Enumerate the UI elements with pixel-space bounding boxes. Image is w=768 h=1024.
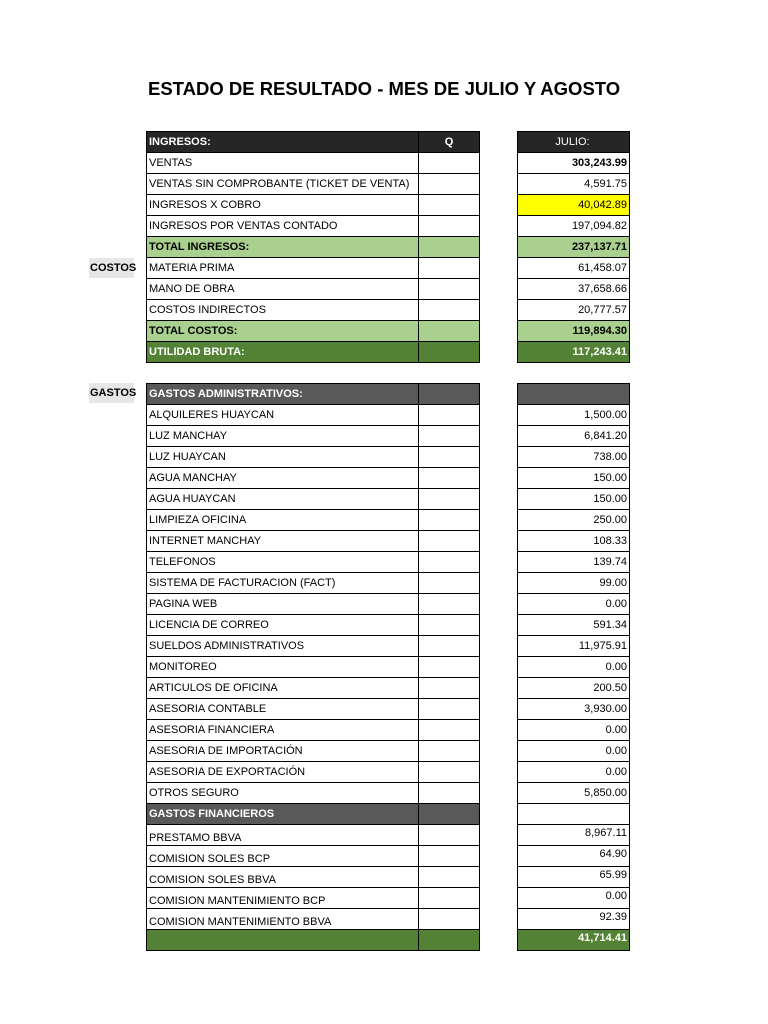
row-label: MATERIA PRIMA [146, 257, 419, 279]
row-value: 117,243.41 [517, 341, 630, 363]
table-row [146, 300, 630, 321]
row-value: 0.00 [517, 887, 630, 909]
q-cell[interactable] [418, 635, 480, 657]
q-cell[interactable] [418, 299, 480, 321]
row-label: COMISION MANTENIMIENTO BCP [146, 887, 419, 909]
q-cell[interactable] [418, 908, 480, 930]
total-costos-row [146, 321, 630, 342]
q-cell[interactable] [418, 467, 480, 489]
q-cell[interactable] [418, 551, 480, 573]
table-row [146, 657, 630, 678]
row-value: 119,894.30 [517, 320, 630, 342]
q-cell[interactable] [418, 215, 480, 237]
row-value: 92.39 [517, 908, 630, 930]
row-value: 150.00 [517, 467, 630, 489]
row-label: INGRESOS POR VENTAS CONTADO [146, 215, 419, 237]
side-label-costos: COSTOS [89, 258, 134, 278]
row-value: 0.00 [517, 761, 630, 783]
table-row [146, 909, 630, 930]
row-value: 250.00 [517, 509, 630, 531]
q-cell[interactable] [418, 761, 480, 783]
row-label: SUELDOS ADMINISTRATIVOS [146, 635, 419, 657]
row-value: 11,975.91 [517, 635, 630, 657]
row-label: LICENCIA DE CORREO [146, 614, 419, 636]
table-row [146, 405, 630, 426]
q-cell[interactable] [418, 866, 480, 888]
row-value: 200.50 [517, 677, 630, 699]
row-value: 0.00 [517, 593, 630, 615]
table-row [146, 741, 630, 762]
row-value: 591.34 [517, 614, 630, 636]
q-cell[interactable] [418, 656, 480, 678]
row-value: 6,841.20 [517, 425, 630, 447]
row-label: SISTEMA DE FACTURACION (FACT) [146, 572, 419, 594]
q-cell[interactable] [418, 320, 480, 342]
row-label: COSTOS INDIRECTOS [146, 299, 419, 321]
row-label: AGUA MANCHAY [146, 467, 419, 489]
q-cell[interactable] [418, 845, 480, 867]
table-row [146, 636, 630, 657]
row-value: 0.00 [517, 719, 630, 741]
q-cell [418, 383, 480, 405]
row-value: 37,658.66 [517, 278, 630, 300]
table-row [146, 678, 630, 699]
total-ingresos-row [146, 237, 630, 258]
row-value: 0.00 [517, 740, 630, 762]
table-row [146, 720, 630, 741]
row-value: 3,930.00 [517, 698, 630, 720]
row-value: 64.90 [517, 845, 630, 867]
q-cell[interactable] [418, 929, 480, 951]
table-row [146, 279, 630, 300]
q-cell[interactable] [418, 404, 480, 426]
q-cell[interactable] [418, 530, 480, 552]
q-cell[interactable] [418, 425, 480, 447]
q-cell[interactable] [418, 509, 480, 531]
row-value: 738.00 [517, 446, 630, 468]
gastos-admin-header-row [146, 384, 630, 405]
table-row [146, 867, 630, 888]
row-value: 150.00 [517, 488, 630, 510]
row-label: COMISION SOLES BCP [146, 845, 419, 867]
month-column-header: JULIO: [517, 131, 630, 153]
table-row [146, 825, 630, 846]
table-row [146, 258, 630, 279]
q-column-header: Q [418, 131, 480, 153]
table-row [146, 531, 630, 552]
row-label: VENTAS [146, 152, 419, 174]
table-row [146, 510, 630, 531]
row-label: TOTAL COSTOS: [146, 320, 419, 342]
table-row [146, 489, 630, 510]
table-row [146, 153, 630, 174]
row-label: TOTAL INGRESOS: [146, 236, 419, 258]
utilidad-bruta-row [146, 342, 630, 363]
q-cell[interactable] [418, 278, 480, 300]
row-value: 5,850.00 [517, 782, 630, 804]
section-header: GASTOS FINANCIEROS [146, 803, 419, 825]
row-value-highlighted: 40,042.89 [517, 194, 630, 216]
table-row [146, 174, 630, 195]
row-label: ALQUILERES HUAYCAN [146, 404, 419, 426]
q-cell[interactable] [418, 194, 480, 216]
row-label: OTROS SEGURO [146, 782, 419, 804]
row-label: ASESORIA FINANCIERA [146, 719, 419, 741]
table-row [146, 447, 630, 468]
q-cell[interactable] [418, 677, 480, 699]
table-row [146, 468, 630, 489]
table-row [146, 846, 630, 867]
section-value-empty [517, 803, 630, 825]
row-label: LUZ HUAYCAN [146, 446, 419, 468]
row-label: TELEFONOS [146, 551, 419, 573]
row-label: COMISION MANTENIMIENTO BBVA [146, 908, 419, 930]
q-cell[interactable] [418, 572, 480, 594]
q-cell[interactable] [418, 698, 480, 720]
row-label: INGRESOS X COBRO [146, 194, 419, 216]
q-cell[interactable] [418, 341, 480, 363]
table-row [146, 783, 630, 804]
table-row [146, 594, 630, 615]
row-label: MANO DE OBRA [146, 278, 419, 300]
table-row [146, 195, 630, 216]
table-row [146, 615, 630, 636]
row-value: 1,500.00 [517, 404, 630, 426]
q-cell[interactable] [418, 740, 480, 762]
table-row [146, 216, 630, 237]
row-label: LUZ MANCHAY [146, 425, 419, 447]
row-value: 4,591.75 [517, 173, 630, 195]
q-cell[interactable] [418, 719, 480, 741]
row-label: ASESORIA DE IMPORTACIÓN [146, 740, 419, 762]
section-value-empty [517, 383, 630, 405]
q-cell[interactable] [418, 152, 480, 174]
section-header: GASTOS ADMINISTRATIVOS: [146, 383, 419, 405]
row-value: 197,094.82 [517, 215, 630, 237]
row-label: INTERNET MANCHAY [146, 530, 419, 552]
q-cell[interactable] [418, 887, 480, 909]
q-cell[interactable] [418, 173, 480, 195]
row-label: LIMPIEZA OFICINA [146, 509, 419, 531]
page-title: ESTADO DE RESULTADO - MES DE JULIO Y AGOSTO [148, 78, 621, 99]
q-cell [418, 803, 480, 825]
q-cell[interactable] [418, 488, 480, 510]
gastos-fin-header-row [146, 804, 630, 825]
q-cell[interactable] [418, 614, 480, 636]
table-row [146, 888, 630, 909]
table-row [146, 426, 630, 447]
total-gastos-row [146, 930, 630, 951]
row-value: 61,458.07 [517, 257, 630, 279]
row-value: 8,967.11 [517, 824, 630, 846]
row-label-empty [146, 929, 419, 951]
row-label: MONITOREO [146, 656, 419, 678]
row-label: ASESORIA CONTABLE [146, 698, 419, 720]
row-value: 303,243.99 [517, 152, 630, 174]
table-row [146, 762, 630, 783]
row-label: AGUA HUAYCAN [146, 488, 419, 510]
row-label: ASESORIA DE EXPORTACIÓN [146, 761, 419, 783]
q-cell[interactable] [418, 446, 480, 468]
q-cell[interactable] [418, 782, 480, 804]
row-value: 237,137.71 [517, 236, 630, 258]
row-value: 139.74 [517, 551, 630, 573]
table-row [146, 573, 630, 594]
table-row [146, 552, 630, 573]
row-label: UTILIDAD BRUTA: [146, 341, 419, 363]
row-value: 20,777.57 [517, 299, 630, 321]
q-cell[interactable] [418, 824, 480, 846]
row-value: 108.33 [517, 530, 630, 552]
ingresos-header-row [146, 132, 630, 153]
row-label: PAGINA WEB [146, 593, 419, 615]
q-cell[interactable] [418, 593, 480, 615]
row-value: 99.00 [517, 572, 630, 594]
side-label-gastos: GASTOS [89, 383, 134, 403]
row-label: ARTICULOS DE OFICINA [146, 677, 419, 699]
q-cell[interactable] [418, 257, 480, 279]
q-cell[interactable] [418, 236, 480, 258]
ingresos-header: INGRESOS: [146, 131, 419, 153]
row-label: VENTAS SIN COMPROBANTE (TICKET DE VENTA) [146, 173, 419, 195]
row-label: COMISION SOLES BBVA [146, 866, 419, 888]
row-value: 0.00 [517, 656, 630, 678]
row-label: PRESTAMO BBVA [146, 824, 419, 846]
row-value: 41,714.41 [517, 929, 630, 951]
row-value: 65.99 [517, 866, 630, 888]
table-row [146, 699, 630, 720]
